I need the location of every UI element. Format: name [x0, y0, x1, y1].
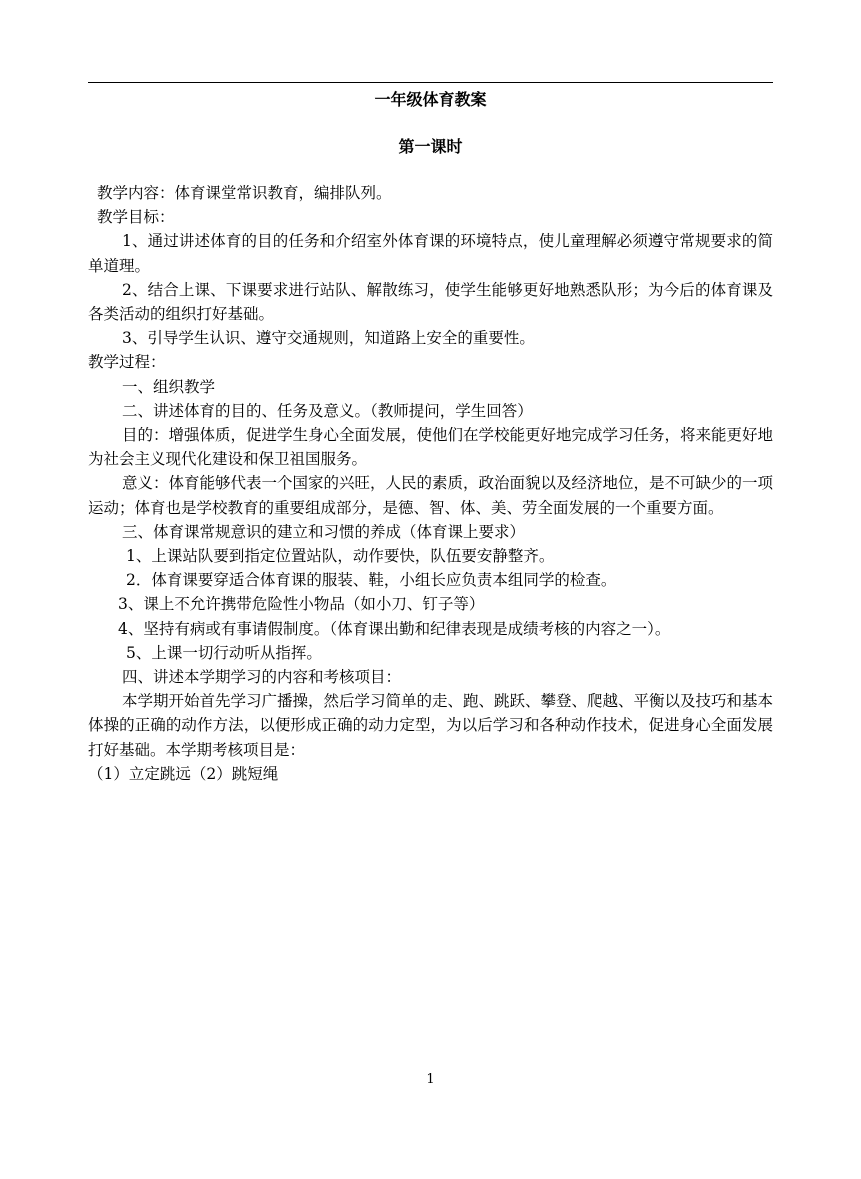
document-title: 一年级体育教案	[374, 90, 487, 109]
rule-item-5: 5、上课一切行动听从指挥。	[126, 643, 322, 662]
semester-content-paragraph: 本学期开始首先学习广播操，然后学习简单的走、跑、跳跃、攀登、爬越、平衡以及技巧和基本体操的正确的动作方法，以便形成正确的动力定型，为以后学习和各种动作技术，促进身心全面发展打好基础。本学期考核项目是：	[88, 692, 774, 759]
process-step-2: 二、讲述体育的目的、任务及意义。（教师提问，学生回答）	[122, 401, 533, 420]
rule-item-3: 3、课上不允许携带危险性小物品（如小刀、钉子等）	[118, 595, 485, 614]
rule-item-4: 4、坚持有病或有事请假制度。（体育课出勤和纪律表现是成绩考核的内容之一）。	[118, 619, 671, 638]
page-number: 1	[426, 1072, 435, 1087]
header-rule	[88, 82, 773, 83]
rule-item-2: 2．体育课要穿适合体育课的服装、鞋，小组长应负责本组同学的检查。	[126, 571, 617, 590]
process-step-4: 四、讲述本学期学习的内容和考核项目：	[122, 668, 402, 687]
lesson-title: 第一课时	[398, 137, 463, 156]
assessment-items: （1）立定跳远（2）跳短绳	[88, 764, 279, 783]
process-step-3: 三、体育课常规意识的建立和习惯的养成（体育课上要求）	[122, 522, 526, 541]
goal-item-3: 3、引导学生认识、遵守交通规则，知道路上安全的重要性。	[122, 329, 535, 348]
significance-paragraph: 意义：体育能够代表一个国家的兴旺，人民的素质，政治面貌以及经济地位，是不可缺少的一项运动；体育也是学校教育的重要组成部分，是德、智、体、美、劳全面发展的一个重要方面。	[88, 474, 774, 517]
goal-item-2: 2、结合上课、下课要求进行站队、解散练习，使学生能够更好地熟悉队形；为今后的体育课及各类活动的组织打好基础。	[88, 280, 773, 324]
process-step-1: 一、组织教学	[122, 377, 216, 396]
goal-item-1: 1、通过讲述体育的目的任务和介绍室外体育课的环境特点，使儿童理解必须遵守常规要求的简单道理。	[88, 232, 773, 275]
rule-item-1: 1、上课站队要到指定位置站队，动作要快，队伍要安静整齐。	[126, 547, 555, 566]
teaching-process-heading: 教学过程：	[88, 353, 166, 372]
teaching-goals-heading: 教学目标：	[97, 208, 175, 227]
document-body	[88, 181, 773, 786]
teaching-content: 教学内容：体育课堂常识教育，编排队列。	[97, 184, 392, 202]
purpose-paragraph: 目的：增强体质，促进学生身心全面发展，使他们在学校能更好地完成学习任务，将来能更好地为社会主义现代化建设和保卫祖国服务。	[88, 426, 774, 469]
